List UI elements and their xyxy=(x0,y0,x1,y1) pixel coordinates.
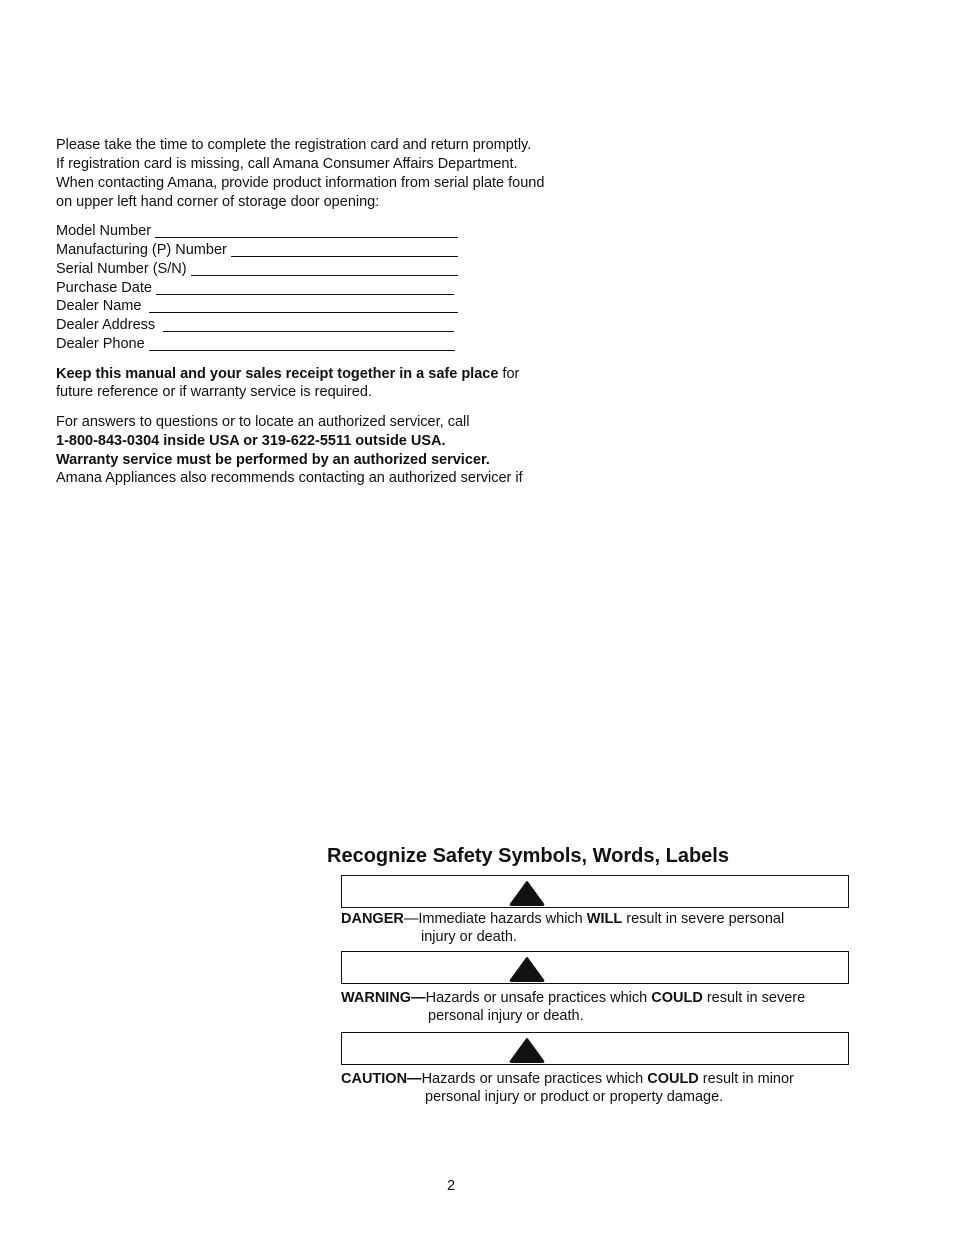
fill-in-line[interactable] xyxy=(231,256,458,257)
caution-text-end: result in minor xyxy=(698,1071,794,1087)
manufacturing-number-field[interactable] xyxy=(56,241,458,260)
field-label: Serial Number (S/N) xyxy=(56,261,187,277)
intro-line-3: When contacting Amana, provide product information from serial plate found xyxy=(56,175,545,191)
dealer-phone-field[interactable] xyxy=(56,335,455,354)
fill-in-line[interactable] xyxy=(149,312,458,313)
caution-label-box xyxy=(341,1032,849,1065)
model-number-field[interactable] xyxy=(56,222,458,241)
warranty-statement: Warranty service must be performed by an authorized servicer. xyxy=(56,452,490,468)
warning-line-1 xyxy=(341,989,805,1007)
fill-in-line[interactable] xyxy=(156,294,454,295)
purchase-date-field[interactable] xyxy=(56,279,454,298)
caution-text: Hazards or unsafe practices which xyxy=(421,1071,648,1087)
page-number: 2 xyxy=(447,1178,456,1194)
warning-text: Hazards or unsafe practices which xyxy=(425,990,652,1006)
keep-manual-rest: for xyxy=(498,366,520,382)
field-label: Manufacturing (P) Number xyxy=(56,242,227,258)
danger-word: DANGER xyxy=(341,911,404,927)
danger-emphasis: WILL xyxy=(586,911,623,927)
field-label: Model Number xyxy=(56,223,152,239)
warning-line-2: personal injury or death. xyxy=(428,1008,584,1024)
fill-in-line[interactable] xyxy=(155,237,458,238)
contact-line-1: For answers to questions or to locate an authorized servicer, call xyxy=(56,414,470,430)
danger-line-2: injury or death. xyxy=(421,929,517,945)
danger-text-end: result in severe personal xyxy=(622,911,785,927)
field-label: Purchase Date xyxy=(56,280,152,296)
intro-line-1: Please take the time to complete the registration card and return promptly. xyxy=(56,137,532,153)
warning-word: WARNING— xyxy=(341,990,426,1006)
warning-triangle-icon xyxy=(509,956,545,982)
keep-manual-line-1 xyxy=(56,365,519,384)
warning-emphasis: COULD xyxy=(651,990,703,1006)
caution-emphasis: COULD xyxy=(647,1071,699,1087)
danger-line-1 xyxy=(341,910,784,928)
danger-label-box xyxy=(341,875,849,908)
warning-triangle-icon xyxy=(509,1037,545,1063)
intro-line-2: If registration card is missing, call Amana Consumer Affairs Department. xyxy=(56,156,518,172)
caution-line-2: personal injury or product or property damage. xyxy=(425,1089,724,1105)
dealer-address-field[interactable] xyxy=(56,316,454,335)
fill-in-line[interactable] xyxy=(163,331,454,332)
danger-text: Immediate hazards which xyxy=(418,911,587,927)
fill-in-line[interactable] xyxy=(149,350,455,351)
fill-in-line[interactable] xyxy=(191,275,458,276)
danger-dash: — xyxy=(403,911,419,927)
contact-line-4: Amana Appliances also recommends contacting an authorized servicer if xyxy=(56,470,523,486)
dealer-name-field[interactable] xyxy=(56,297,458,316)
contact-phone-numbers: 1-800-843-0304 inside USA or 319-622-5511 outside USA. xyxy=(56,433,446,449)
serial-number-field[interactable] xyxy=(56,260,458,279)
warning-triangle-icon xyxy=(509,880,545,906)
keep-manual-line-2: future reference or if warranty service is required. xyxy=(56,384,372,400)
warning-text-end: result in severe xyxy=(702,990,806,1006)
field-label: Dealer Phone xyxy=(56,336,145,352)
caution-word: CAUTION— xyxy=(341,1071,422,1087)
caution-line-1 xyxy=(341,1070,794,1088)
keep-manual-bold: Keep this manual and your sales receipt together in a safe place xyxy=(56,366,499,382)
field-label: Dealer Name xyxy=(56,298,142,314)
field-label: Dealer Address xyxy=(56,317,156,333)
intro-line-4: on upper left hand corner of storage door opening: xyxy=(56,194,380,210)
safety-heading: Recognize Safety Symbols, Words, Labels xyxy=(327,845,729,867)
warning-label-box xyxy=(341,951,849,984)
